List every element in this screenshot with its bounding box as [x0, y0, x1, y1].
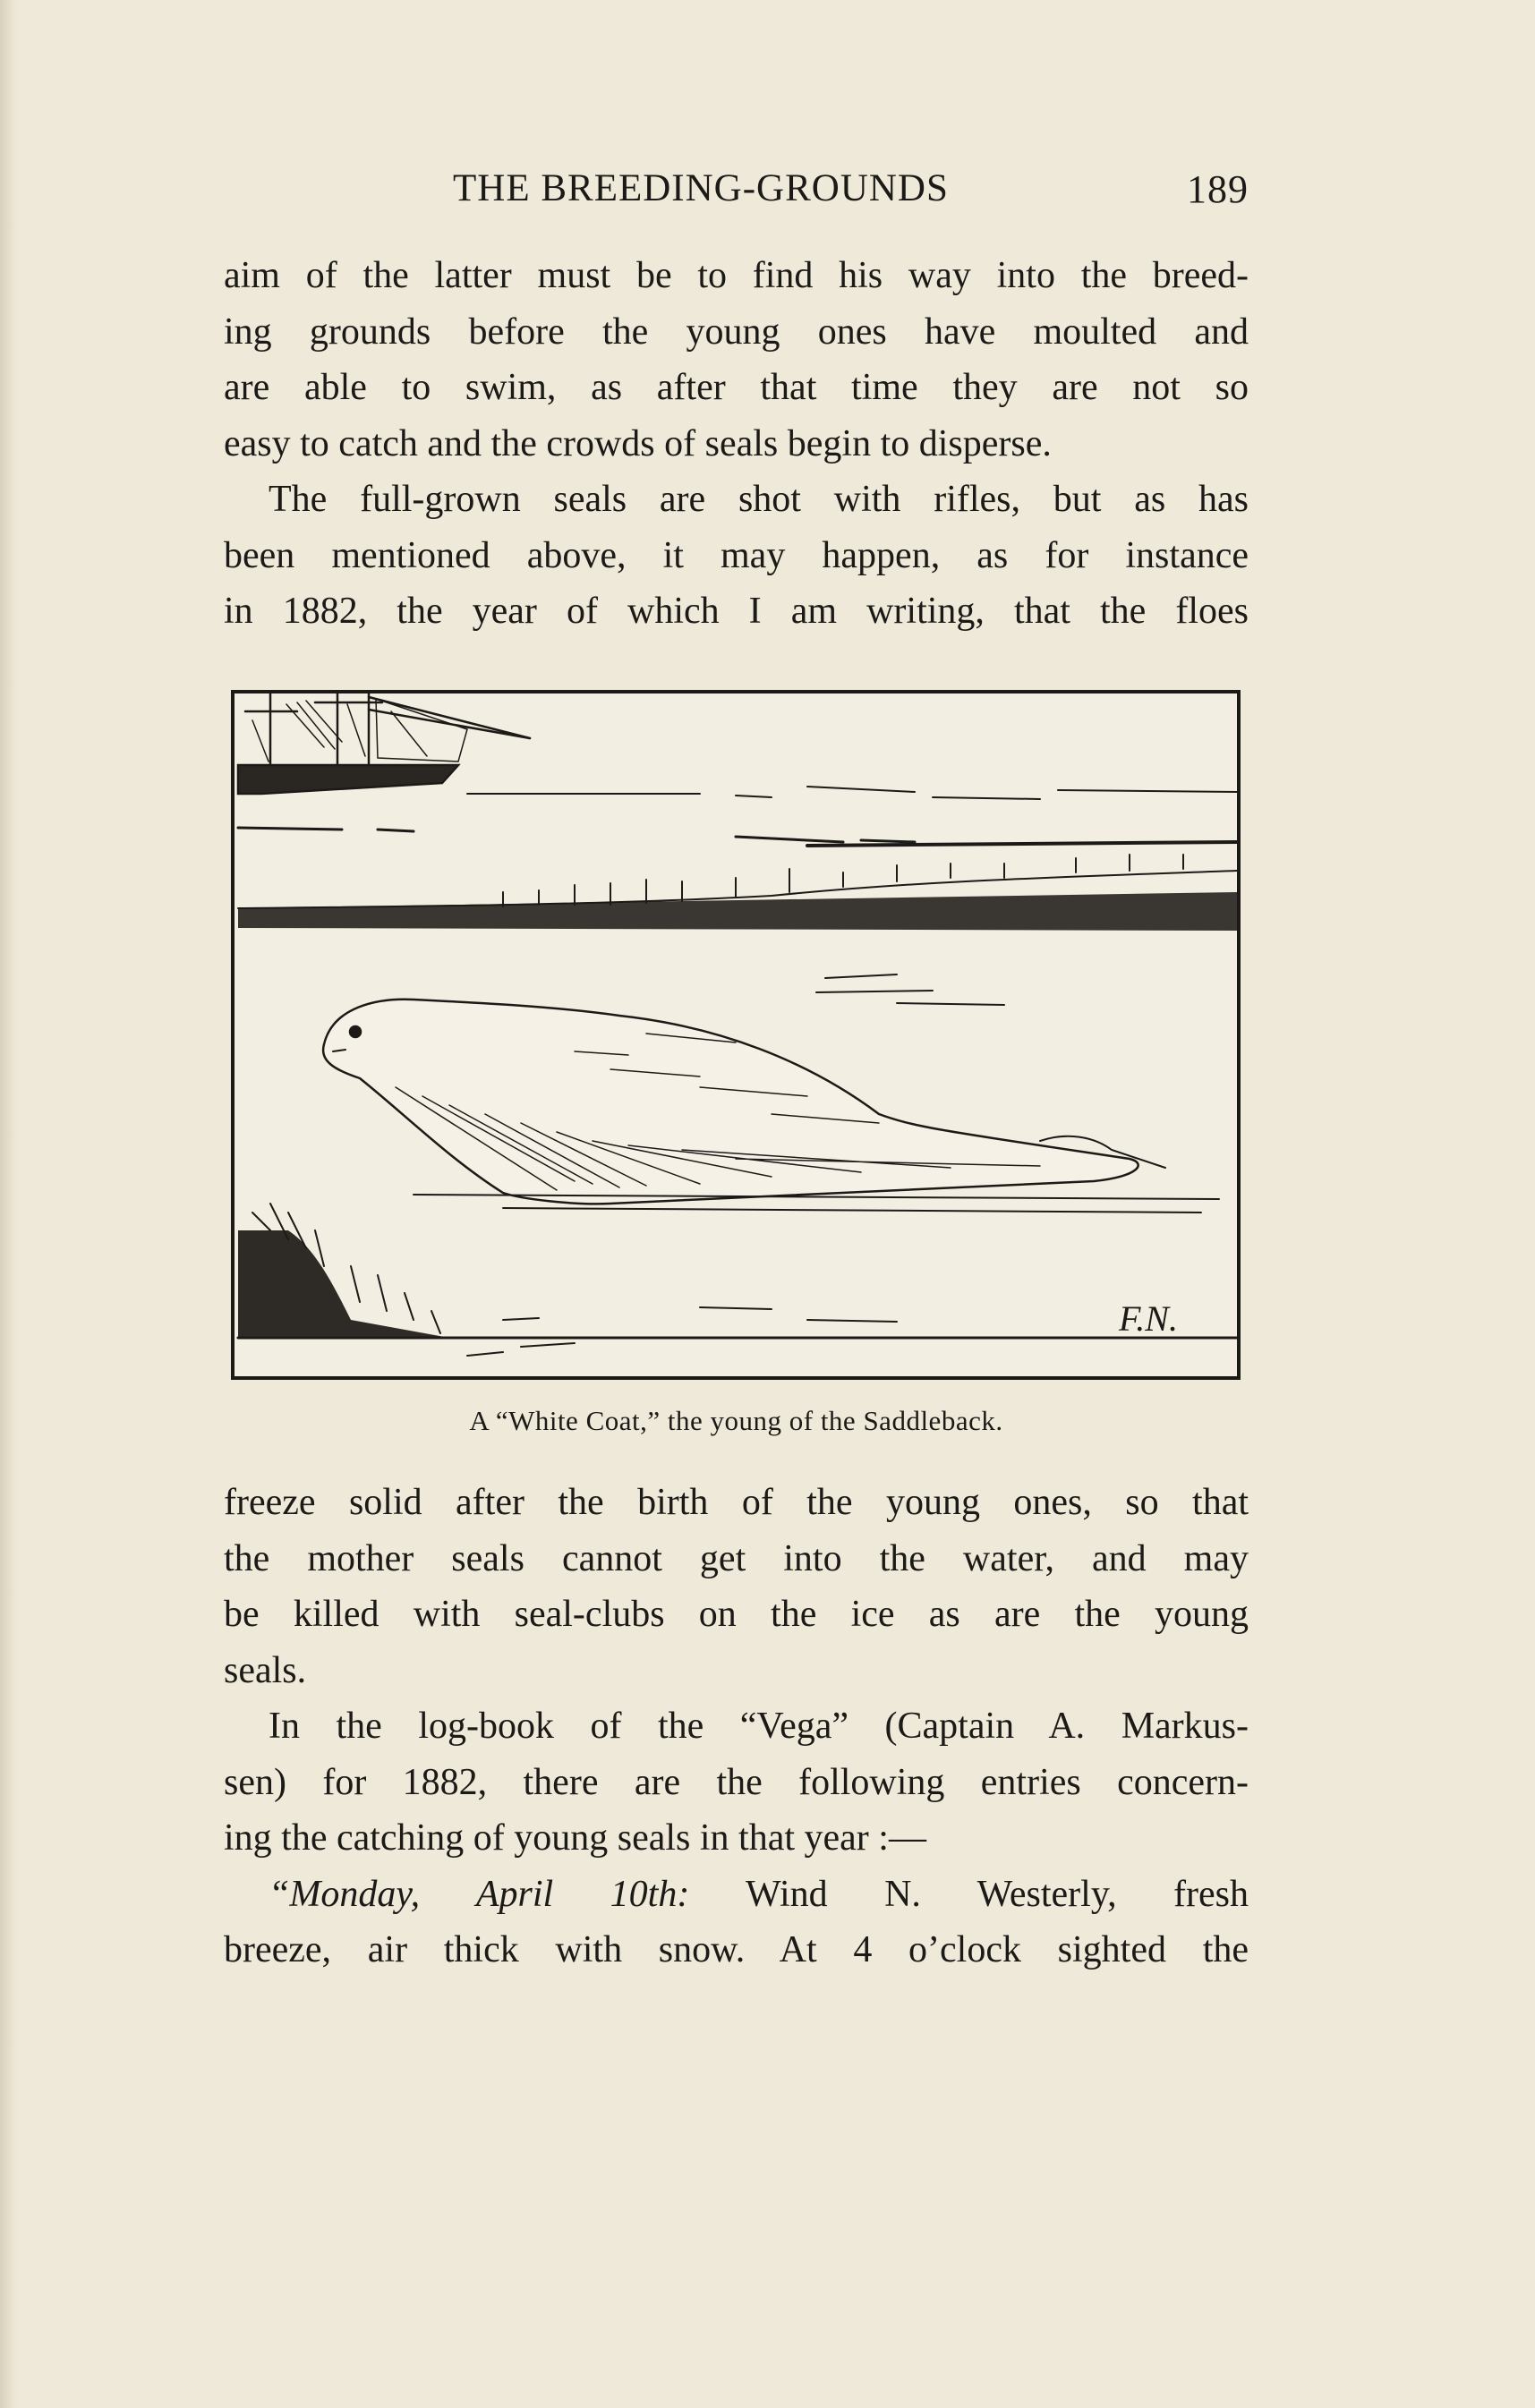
text-line: sen) for 1882, there are the following entries concern-	[224, 1761, 1249, 1803]
text-line: be killed with seal-clubs on the ice as are the young	[224, 1594, 1249, 1635]
ice-shelf	[238, 855, 1237, 931]
running-title: THE BREEDING-GROUNDS	[453, 167, 949, 209]
text-line: been mentioned above, it may happen, as for instance	[224, 534, 1249, 576]
text-line: In the log-book of the “Vega” (Captain A. Markus-	[269, 1706, 1249, 1747]
text-line: the mother seals cannot get into the water, and may	[224, 1537, 1249, 1579]
text-line: in 1882, the year of which I am writing, that the floes	[224, 591, 1249, 632]
text-line-diary	[224, 1867, 1249, 1923]
artist-monogram: F.N.	[1119, 1298, 1178, 1339]
body-text-bottom	[224, 1475, 1249, 1978]
ship-drawing	[238, 693, 530, 794]
text-line: The full-grown seals are shot with rifles, but as has	[269, 479, 1249, 520]
text-line: aim of the latter must be to find his way into the breed-	[224, 255, 1249, 296]
text-line: breeze, air thick with snow. At 4 o’clock sighted the	[224, 1929, 1249, 1970]
figure-caption: A “White Coat,” the young of the Saddleback.	[469, 1405, 1003, 1436]
text-line: easy to catch and the crowds of seals begin to disperse.	[224, 422, 1052, 464]
text-line: freeze solid after the birth of the young ones, so that	[224, 1482, 1249, 1523]
page-edge	[0, 0, 20, 2408]
text-line: are able to swim, as after that time they are not so	[224, 367, 1249, 408]
running-head	[224, 166, 1249, 220]
page-number: 189	[1187, 167, 1249, 211]
body-text-top	[224, 248, 1249, 640]
text-line: ing grounds before the young ones have moulted and	[224, 311, 1249, 353]
diary-entry-start: Wind N. Westerly, fresh	[689, 1873, 1249, 1915]
illustration-drawing	[235, 693, 1237, 1376]
text-line: ing the catching of young seals in that year :—	[224, 1817, 926, 1859]
text-line: seals.	[224, 1649, 307, 1691]
seal-illustration	[231, 690, 1241, 1380]
seal-drawing	[323, 1000, 1219, 1213]
diary-date: “Monday, April 10th:	[269, 1873, 690, 1915]
